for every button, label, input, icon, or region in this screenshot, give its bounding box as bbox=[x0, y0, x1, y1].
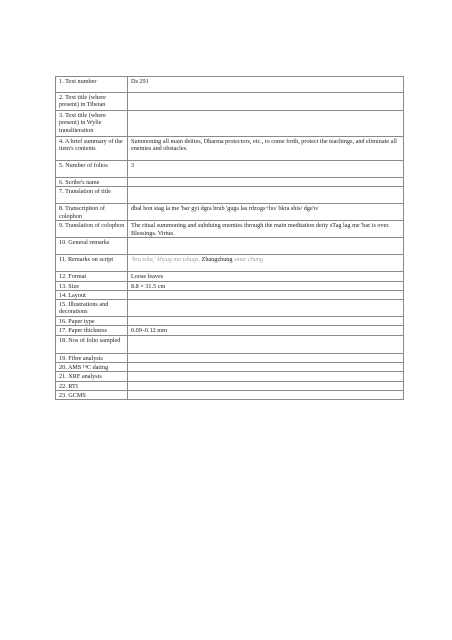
row-label: 5. Number of folios bbox=[56, 161, 128, 178]
table-row bbox=[56, 238, 404, 255]
table-row bbox=[56, 281, 404, 290]
table-row bbox=[56, 255, 404, 272]
row-label: 20. AMS ¹⁴C dating bbox=[56, 363, 128, 372]
row-label: 23. GCMS bbox=[56, 390, 128, 399]
row-value: dbal bon stag la me 'bar gyi dgra brub 'gugs las rdzogs+ho/ bkra shis/ dge'o/ bbox=[128, 204, 404, 221]
row-label: 1. Text number bbox=[56, 77, 128, 93]
row-label: 8. Transcription of colophon bbox=[56, 204, 128, 221]
row-value: The ritual summoning and subduing enemies through the main meditation deity sTag lag me 'bar is over. Blessings. Virtue. bbox=[128, 221, 404, 238]
script-remark-faded: smar chung bbox=[234, 256, 264, 264]
row-value bbox=[128, 353, 404, 362]
table-row bbox=[56, 178, 404, 187]
table-row bbox=[56, 93, 404, 111]
row-value bbox=[128, 390, 404, 399]
row-value bbox=[128, 238, 404, 255]
table-row bbox=[56, 221, 404, 238]
row-label: 15. Illustrations and decorations bbox=[56, 300, 128, 317]
row-value: Ds 291 bbox=[128, 77, 404, 93]
table-row bbox=[56, 204, 404, 221]
table-row bbox=[56, 326, 404, 335]
row-value bbox=[128, 93, 404, 111]
table-row bbox=[56, 381, 404, 390]
row-label: 7. Translation of title bbox=[56, 187, 128, 204]
row-label: 22. RTI bbox=[56, 381, 128, 390]
row-label: 18. Nos of folio sampled bbox=[56, 335, 128, 353]
row-label: 14. Layout bbox=[56, 290, 128, 299]
row-value bbox=[128, 317, 404, 326]
row-label: 2. Text title (where present) in Tibetan bbox=[56, 93, 128, 111]
row-value: 0.09–0.12 mm bbox=[128, 326, 404, 335]
row-label: 9. Translation of colophon bbox=[56, 221, 128, 238]
row-label: 16. Paper type bbox=[56, 317, 128, 326]
table-row bbox=[56, 77, 404, 93]
row-value: Loose leaves bbox=[128, 272, 404, 281]
row-label: 19. Fibre analysis bbox=[56, 353, 128, 362]
table-row bbox=[56, 363, 404, 372]
table-row bbox=[56, 372, 404, 381]
table-row bbox=[56, 317, 404, 326]
row-label: 17. Paper thickness bbox=[56, 326, 128, 335]
table-row bbox=[56, 290, 404, 299]
row-value bbox=[128, 381, 404, 390]
row-value bbox=[128, 300, 404, 317]
row-label: 3. Text title (where present) in Wylie transliteration bbox=[56, 111, 128, 137]
row-value: 3 bbox=[128, 161, 404, 178]
row-value: 8.8 × 31.5 cm bbox=[128, 281, 404, 290]
row-value bbox=[128, 372, 404, 381]
row-label: 4. A brief summary of the item's contents bbox=[56, 137, 128, 161]
row-label: 21. XRF analysis bbox=[56, 372, 128, 381]
row-value: Summoning all main deities, Dharma protectors, etc., to come forth, protect the teachings, and eliminate all enemies and obstacles. bbox=[128, 137, 404, 161]
table-row bbox=[56, 300, 404, 317]
script-remark-plain: Zhangzhung bbox=[200, 256, 235, 264]
row-value bbox=[128, 187, 404, 204]
row-value bbox=[128, 290, 404, 299]
row-label: 12. Format bbox=[56, 272, 128, 281]
table-row bbox=[56, 137, 404, 161]
table-row bbox=[56, 390, 404, 399]
script-remark-faded: 'bru tsha,' khyug ma tshugs, bbox=[131, 256, 200, 264]
row-value bbox=[128, 178, 404, 187]
table-row bbox=[56, 272, 404, 281]
table-row bbox=[56, 353, 404, 362]
row-label: 6. Scribe's name bbox=[56, 178, 128, 187]
table-row bbox=[56, 111, 404, 137]
table-row bbox=[56, 161, 404, 178]
row-value bbox=[128, 111, 404, 137]
row-label: 11. Remarks on script bbox=[56, 255, 128, 272]
catalogue-record-table bbox=[55, 76, 404, 400]
row-value bbox=[128, 335, 404, 353]
table-row bbox=[56, 335, 404, 353]
row-value bbox=[128, 363, 404, 372]
script-remarks-value bbox=[128, 255, 404, 272]
row-label: 10. General remarks bbox=[56, 238, 128, 255]
table-row bbox=[56, 187, 404, 204]
row-label: 13. Size bbox=[56, 281, 128, 290]
